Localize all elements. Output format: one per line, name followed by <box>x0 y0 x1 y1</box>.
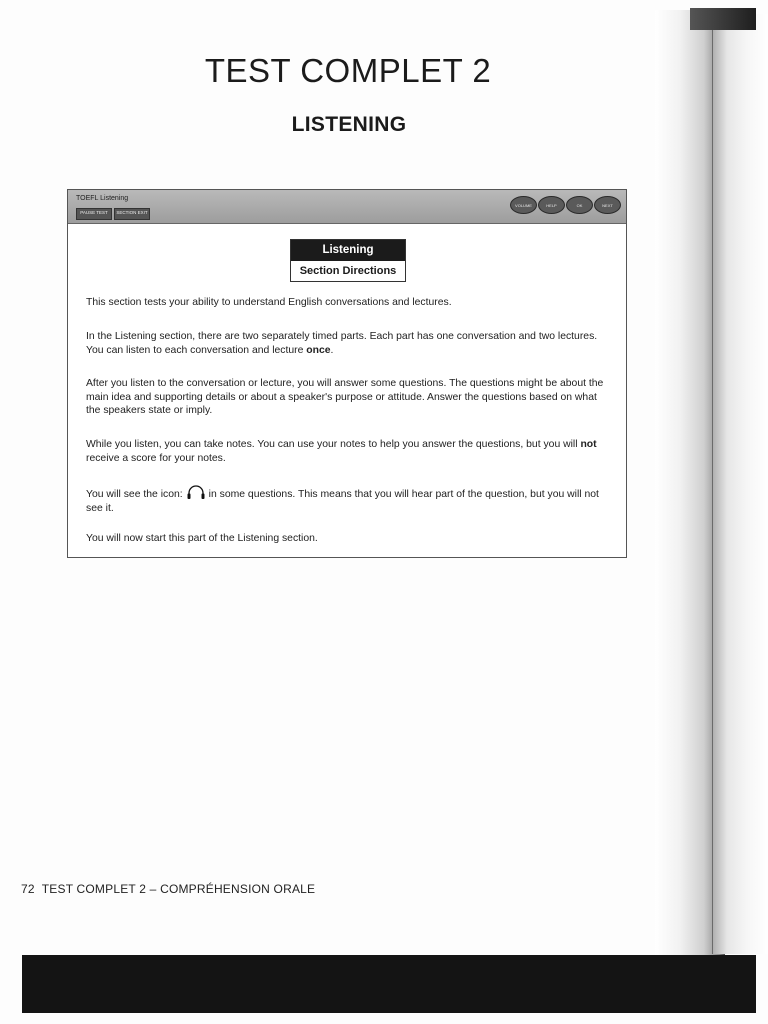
ok-button[interactable]: OK <box>566 196 593 214</box>
paragraph-notes-text: While you listen, you can take notes. You can use your notes to help you answer the questions, but you will <box>86 439 581 450</box>
paragraph-icon <box>86 485 608 515</box>
paragraph-notes <box>86 438 608 465</box>
paragraph-intro: This section tests your ability to understand English conversations and lectures. <box>86 297 452 308</box>
emphasis-not: not <box>580 439 597 450</box>
emphasis-once: once <box>306 344 331 356</box>
window-title: TOEFL Listening <box>76 195 129 202</box>
page-footer <box>21 882 315 896</box>
section-exit-button[interactable]: SECTION EXIT <box>114 208 150 220</box>
test-toolbar <box>68 190 626 224</box>
paragraph-questions: After you listen to the conversation or lecture, you will answer some questions. The questions might be about the main idea and supporting details or about a speaker's purpose or attitude. Answer the questions based on what the speakers state or imply. <box>86 378 604 417</box>
paragraph-notes-end: receive a score for your notes. <box>86 452 226 464</box>
scan-shadow-top <box>690 8 756 30</box>
paragraph-parts <box>86 330 608 357</box>
pause-test-button[interactable]: PAUSE TEST <box>76 208 112 220</box>
volume-button[interactable]: VOLUME <box>510 196 537 214</box>
directions-title: Listening <box>291 240 405 261</box>
page-number: 72 <box>21 882 35 896</box>
scan-shadow-bottom <box>22 955 756 1013</box>
section-directions-box <box>290 239 406 282</box>
footer-title: TEST COMPLET 2 – COMPRÉHENSION ORALE <box>41 882 316 896</box>
headphones-icon <box>185 485 207 500</box>
facing-page-edge <box>712 14 768 954</box>
paragraph-icon-end: in some questions. This means that you will hear part of the question, but you will not see it. <box>86 489 599 514</box>
next-button[interactable]: NEXT <box>594 196 621 214</box>
test-screen-figure <box>67 189 627 558</box>
paragraph-parts-end: . <box>330 344 334 356</box>
paragraph-parts-text: In the Listening section, there are two separately timed parts. Each part has one conversation and two lectures. You can listen to each conversation and lecture <box>86 331 598 356</box>
page-title: TEST COMPLET 2 <box>204 52 492 89</box>
paragraph-icon-text: You will see the icon: <box>86 489 183 500</box>
directions-subtitle: Section Directions <box>299 265 397 277</box>
help-button[interactable]: HELP <box>538 196 565 214</box>
page-subtitle: LISTENING <box>291 113 407 136</box>
paragraph-start: You will now start this part of the Listening section. <box>86 533 318 544</box>
